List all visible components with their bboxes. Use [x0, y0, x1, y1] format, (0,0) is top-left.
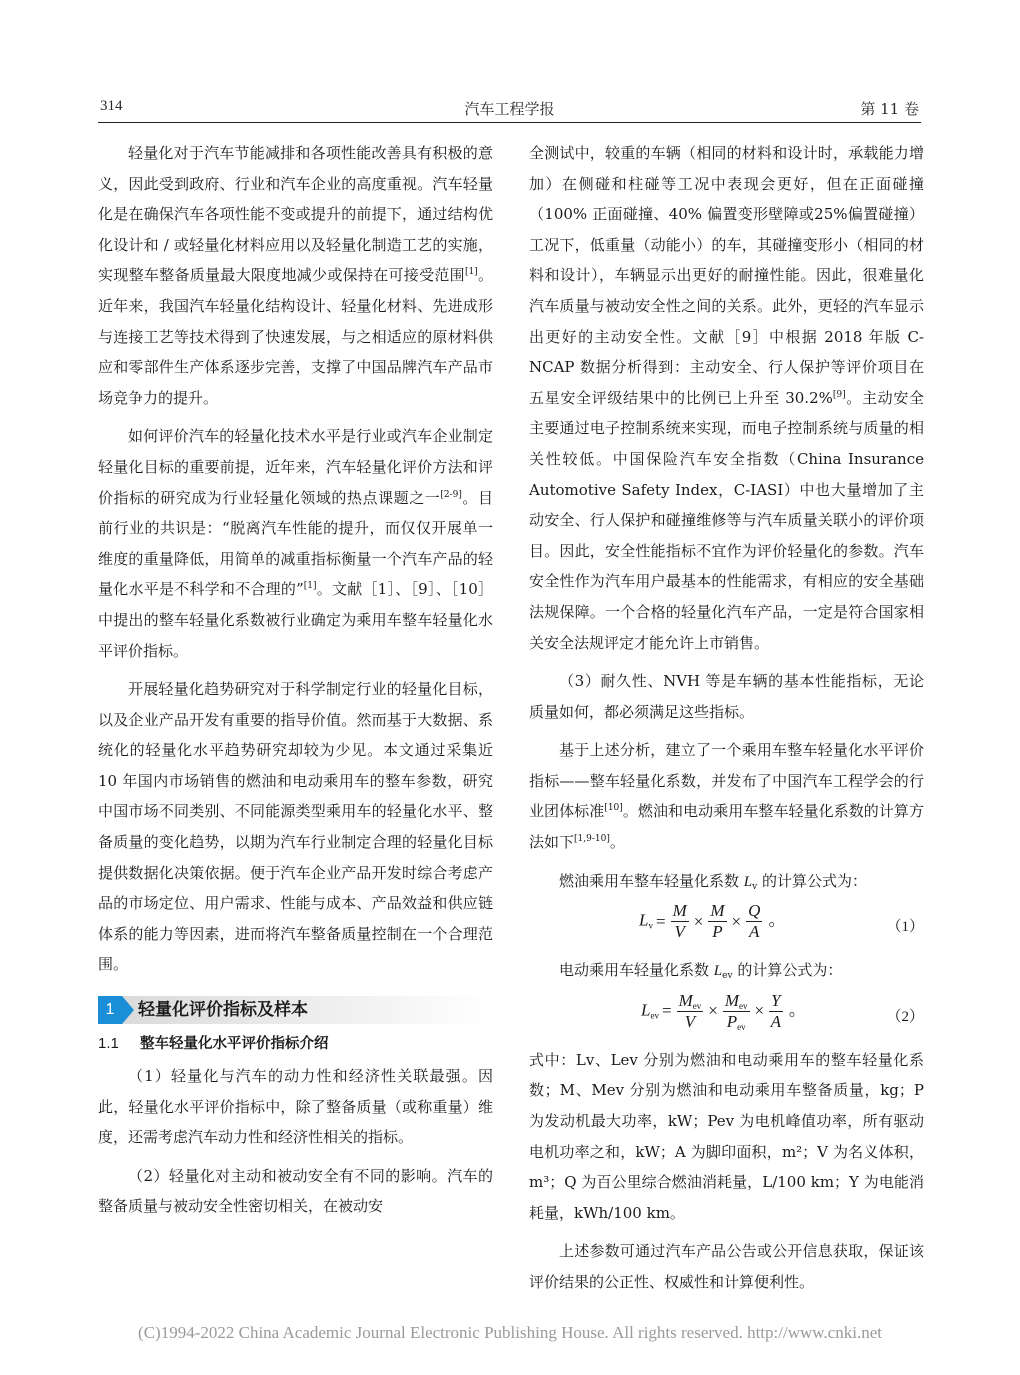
subsection-title: 整车轻量化水平评价指标介绍: [140, 1036, 329, 1053]
page-number: 314: [100, 98, 123, 114]
subsection-heading: [98, 1030, 493, 1057]
citation: [10]: [604, 803, 623, 814]
citation: [1,9-10]: [574, 834, 610, 845]
equation-number: （2）: [886, 1008, 924, 1025]
paragraph: 如何评价汽车的轻量化技术水平是行业或汽车企业制定轻量化目标的重要前提，近年来，汽车轻量化评价方法和评价指标的研究成为行业轻量化领域的热点课题之一[2-9]。目前行业的共识是：“脱离汽车性能的提升，而仅仅开展单一维度的重量降低，用简单的减重指标衡量一个汽车产品的轻量化水平是不科学和不合理的”[1]。文献［1］、［9］、［10］中提出的整车轻量化系数被行业确定为乘用车整车轻量化水平评价指标。: [98, 427, 493, 660]
paragraph: （3）耐久性、NVH 等是车辆的基本性能指标，无论质量如何，都必须满足这些指标。: [529, 672, 924, 721]
section-number: 1: [98, 996, 122, 1024]
equation-number: （1）: [886, 919, 924, 936]
formula-body: $L_{ev}$ = $\frac{M_{ev}}{V}$ × $\frac{M_{ev}}{P_{ev}}$ × $\frac{Y}{A}$ 。: [641, 990, 806, 1032]
paragraph: （1）轻量化与汽车的动力性和经济性关联最强。因此，轻量化水平评价指标中，除了整备质量（或称重量）维度，还需考虑汽车动力性和经济性相关的指标。: [98, 1067, 493, 1147]
variable-definitions: 式中：Lv、Lev 分别为燃油和电动乘用车的整车轻量化系数；M、Mev 分别为燃油和电动乘用车整备质量，kg；P 为发动机最大功率，kW；Pev 为电机峰值功率，所有驱动电机功率之和，kW；A 为脚印面积，m²；V 为名义体积，m³；Q 为百公里综合燃油消耗量，L/100 km；Y 为电能消耗量，kWh/100 km。: [529, 1050, 924, 1222]
paragraph: （2）轻量化对主动和被动安全有不同的影响。汽车的整备质量与被动安全性密切相关，在被动安: [98, 1166, 493, 1216]
section-title: 轻量化评价指标及样本: [138, 1000, 308, 1021]
formula-intro: 电动乘用车轻量化系数 $L_{ev}$ 的计算公式为：: [559, 961, 843, 982]
right-column: [529, 138, 924, 1298]
volume-label: 第 11 卷: [860, 100, 919, 118]
formula-2: [529, 987, 924, 1045]
citation: [9]: [832, 389, 846, 400]
running-header: [98, 96, 921, 123]
paragraph: 开展轻量化趋势研究对于科学制定行业的轻量化目标，以及企业产品开发有重要的指导价值。然而基于大数据、系统化的轻量化水平趋势研究却较为少见。本文通过采集近 10 年国内市场销售的燃油和电动乘用车的整车参数，研究中国市场不同类别、不同能源类型乘用车的轻量化水平、整备质量的变化趋势，以期为汽车行业制定合理的轻量化目标提供数据化决策依据。便于汽车企业产品开发时综合考虑产品的市场定位、用户需求、性能与成本、产品效益和供应链体系的能力等因素，进而将汽车整备质量控制在一个合理范围。: [98, 680, 493, 974]
citation: [2-9]: [440, 489, 462, 500]
formula-body: $L_v$ = $\frac{M}{V}$ × $\frac{M}{P}$ × $\frac{Q}{A}$ 。: [639, 901, 786, 942]
citation: [1]: [303, 581, 317, 592]
paragraph: 基于上述分析，建立了一个乘用车整车轻量化水平评价指标——整车轻量化系数，并发布了中国汽车工程学会的行业团体标准[10]。燃油和电动乘用车整车轻量化系数的计算方法如下[1,9-10]。: [529, 741, 924, 852]
citation: [1]: [464, 267, 478, 278]
paragraph: 轻量化对于汽车节能减排和各项性能改善具有积极的意义，因此受到政府、行业和汽车企业的高度重视。汽车轻量化是在确保汽车各项性能不变或提升的前提下，通过结构优化设计和 / 或轻量化材料应用以及轻量化制造工艺的实施，实现整车整备质量最大限度地减少或保持在可接受范围[1]。近年来，我国汽车轻量化结构设计、轻量化材料、先进成形与连接工艺等技术得到了快速发展，与之相适应的原材料供应和零部件生产体系逐步完善，支撑了中国品牌汽车产品市场竞争力的提升。: [98, 144, 493, 407]
copyright-footer: (C)1994-2022 China Academic Journal Electronic Publishing House. All rights reserved. http://www.cnki.net: [138, 1323, 882, 1342]
journal-title: 汽车工程学报: [464, 100, 555, 118]
paragraph: 全测试中，较重的车辆（相同的材料和设计时，承载能力增加）在侧碰和柱碰等工况中表现会更好，但在正面碰撞（100% 正面碰撞、40% 偏置变形壁障或25%偏置碰撞）工况下，低重量（动能小）的车，其碰撞变形小（相同的材料和设计），车辆显示出更好的耐撞性能。因此，很难量化汽车质量与被动安全性之间的关系。此外，更轻的汽车显示出更好的主动安全性。文献［9］中根据 2018 年版 C-NCAP 数据分析得到：主动安全、行人保护等评价项目在五星安全评级结果中的比例已上升至 30.2%[9]。主动安全主要通过电子控制系统来实现，而电子控制系统与质量的相关性较低。中国保险汽车安全指数（China Insurance Automotive Safety Index，C-IASI）中也大量增加了主动安全、行人保护和碰撞维修等与汽车质量关联小的评价项目。因此，安全性能指标不宜作为评价轻量化的参数。汽车安全性作为汽车用户最基本的性能需求，有相应的安全基础法规保障。一个合格的轻量化汽车产品，一定是符合国家相关安全法规评定才能允许上市销售。: [529, 144, 924, 652]
subsection-number: 1.1: [98, 1035, 119, 1053]
section-arrow-icon: [122, 996, 134, 1024]
formula-intro: 燃油乘用车整车轻量化系数 $L_v$ 的计算公式为：: [559, 871, 867, 892]
left-column: [98, 138, 493, 1222]
paragraph: 上述参数可通过汽车产品公告或公开信息获取，保证该评价结果的公正性、权威性和计算便利性。: [529, 1242, 924, 1291]
section-heading: [98, 996, 493, 1024]
formula-1: [529, 897, 924, 955]
